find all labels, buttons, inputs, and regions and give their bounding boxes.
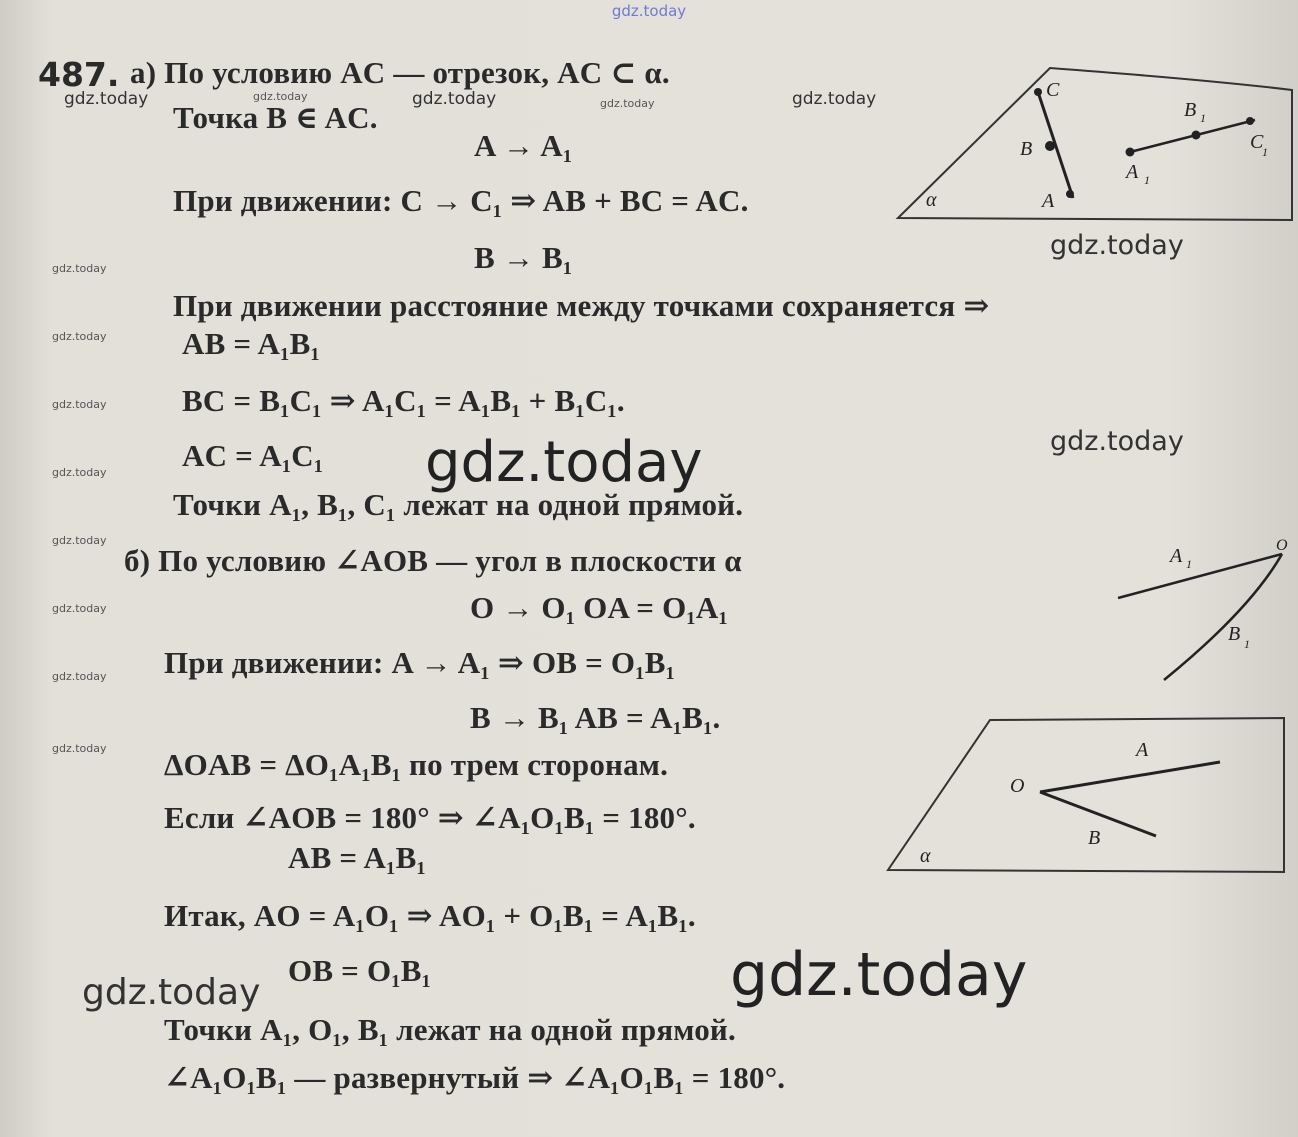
watermark: gdz.today [52, 670, 107, 683]
figure-plane-angle [880, 712, 1298, 877]
watermark: gdz.today [730, 940, 1028, 1010]
watermark: gdz.today [52, 330, 107, 343]
line-7: AB = A₁B₁ [182, 326, 320, 361]
watermark: gdz.today [52, 602, 107, 615]
figure-plane-segment [890, 60, 1298, 230]
label-A1: A [1170, 545, 1183, 567]
watermark: gdz.today [52, 398, 107, 411]
watermark: gdz.today [792, 89, 877, 109]
line-20: Точки A₁, O₁, B₁ лежат на одной прямой. [164, 1012, 736, 1047]
label-sub: 1 [1144, 173, 1150, 187]
watermark: gdz.today [82, 972, 261, 1013]
watermark: gdz.today [52, 742, 107, 755]
watermark: gdz.today [52, 466, 107, 479]
label-C1: C [1250, 131, 1264, 153]
line-12: O → O₁ OA = O₁A₁ [470, 590, 729, 625]
line-6: При движении расстояние между точками сохраняется ⇒ [173, 288, 990, 323]
line-14: B → B₁ AB = A₁B₁. [470, 700, 721, 735]
line-17: AB = A₁B₁ [288, 840, 426, 875]
label-C: C [1046, 79, 1060, 101]
label-B: B [1088, 827, 1101, 849]
label-sub: 1 [1186, 557, 1192, 571]
line-5: B → B₁ [474, 240, 573, 275]
line-16: Если ∠AOB = 180° ⇒ ∠A₁O₁B₁ = 180°. [164, 800, 696, 835]
line-13: При движении: A → A₁ ⇒ OB = O₁B₁ [164, 645, 676, 680]
label-O: O [1010, 775, 1025, 797]
watermark: gdz.today [64, 89, 149, 109]
line-21: ∠A₁O₁B₁ — развернутый ⇒ ∠A₁O₁B₁ = 180°. [164, 1060, 786, 1095]
line-4: При движении: C → C₁ ⇒ AB + BC = AC. [173, 183, 749, 218]
line-1: а) По условию AC — отрезок, AC ⊂ α. [130, 55, 670, 90]
watermark: gdz.today [1050, 230, 1184, 261]
label-B1: B [1228, 623, 1241, 645]
line-3: A → A₁ [474, 128, 573, 163]
figure-angle-image [1110, 530, 1298, 690]
line-8: BC = B₁C₁ ⇒ A₁C₁ = A₁B₁ + B₁C₁. [182, 383, 625, 418]
line-2: Точка B ∈ AC. [173, 100, 378, 135]
watermark: gdz.today [52, 534, 107, 547]
label-alpha: α [926, 189, 937, 211]
problem-number: 487. [38, 55, 120, 94]
label-A: A [1042, 190, 1055, 212]
label-B1: B [1184, 99, 1197, 121]
watermark: gdz.today [52, 262, 107, 275]
label-O1: O [1276, 537, 1288, 554]
label-sub: 1 [1244, 637, 1250, 651]
line-18: Итак, AO = A₁O₁ ⇒ AO₁ + O₁B₁ = A₁B₁. [164, 898, 696, 933]
line-15: ΔOAB = ΔO₁A₁B₁ по трем сторонам. [164, 747, 669, 782]
label-A1: A [1126, 161, 1139, 183]
watermark: gdz.today [1050, 426, 1184, 457]
watermark: gdz.today [412, 89, 497, 109]
line-10: Точки A₁, B₁, C₁ лежат на одной прямой. [173, 487, 744, 522]
label-sub: 1 [1200, 111, 1206, 125]
watermark: gdz.today [425, 430, 703, 495]
label-A: A [1136, 739, 1149, 761]
label-B: B [1020, 138, 1033, 160]
label-sub: 1 [1262, 145, 1268, 159]
line-9: AC = A₁C₁ [182, 438, 324, 473]
label-alpha: α [920, 845, 931, 867]
line-11: б) По условию ∠AOB — угол в плоскости α [124, 543, 742, 578]
line-19: OB = O₁B₁ [288, 953, 432, 988]
watermark: gdz.today [253, 90, 308, 103]
watermark: gdz.today [600, 97, 655, 110]
top-watermark: gdz.today [611, 2, 687, 20]
